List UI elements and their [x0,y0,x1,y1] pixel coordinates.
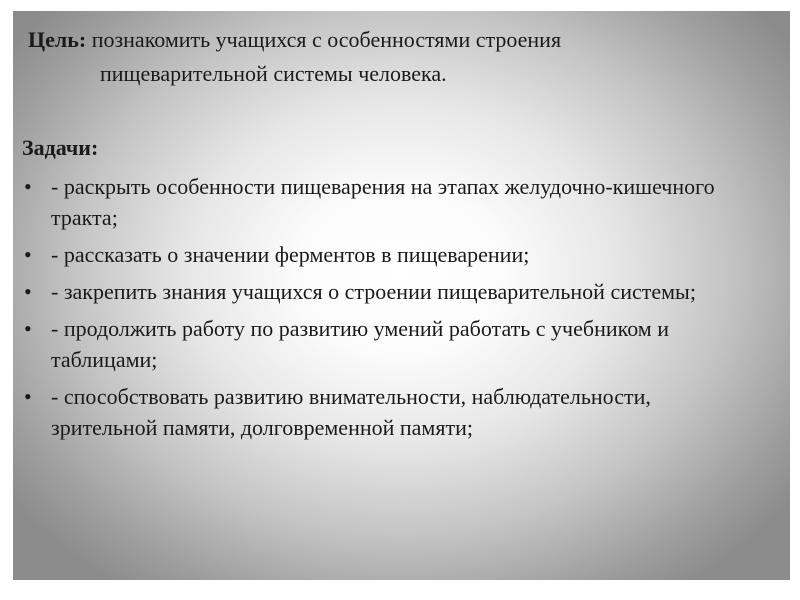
goal-text-line1: познакомить учащихся с особенностями строения [91,27,562,52]
goal-text-line2: пищеварительной системы человека. [100,61,447,86]
bullet-icon: • [24,384,32,409]
slide [13,11,790,580]
goal-statement [28,23,728,91]
task-text: - рассказать о значении ферментов в пищеварении; [51,242,530,267]
task-list [22,171,742,449]
goal-label: Цель: [28,27,87,52]
task-text: - продолжить работу по развитию умений работать с учебником и таблицами; [51,316,669,372]
task-text: - раскрыть особенности пищеварения на этапах желудочно-кишечного тракта; [51,174,715,230]
task-item [22,276,742,307]
task-item [22,381,742,443]
bullet-icon: • [24,316,32,341]
task-item [22,313,742,375]
bullet-icon: • [24,242,32,267]
task-text: - закрепить знания учащихся о строении пищеварительной системы; [51,279,696,304]
bullet-icon: • [24,174,32,199]
task-text: - способствовать развитию внимательности, наблюдательности, зрительной памяти, долговременной памяти; [51,384,651,440]
task-item [22,239,742,270]
task-item [22,171,742,233]
tasks-heading: Задачи: [22,135,99,160]
bullet-icon: • [24,279,32,304]
